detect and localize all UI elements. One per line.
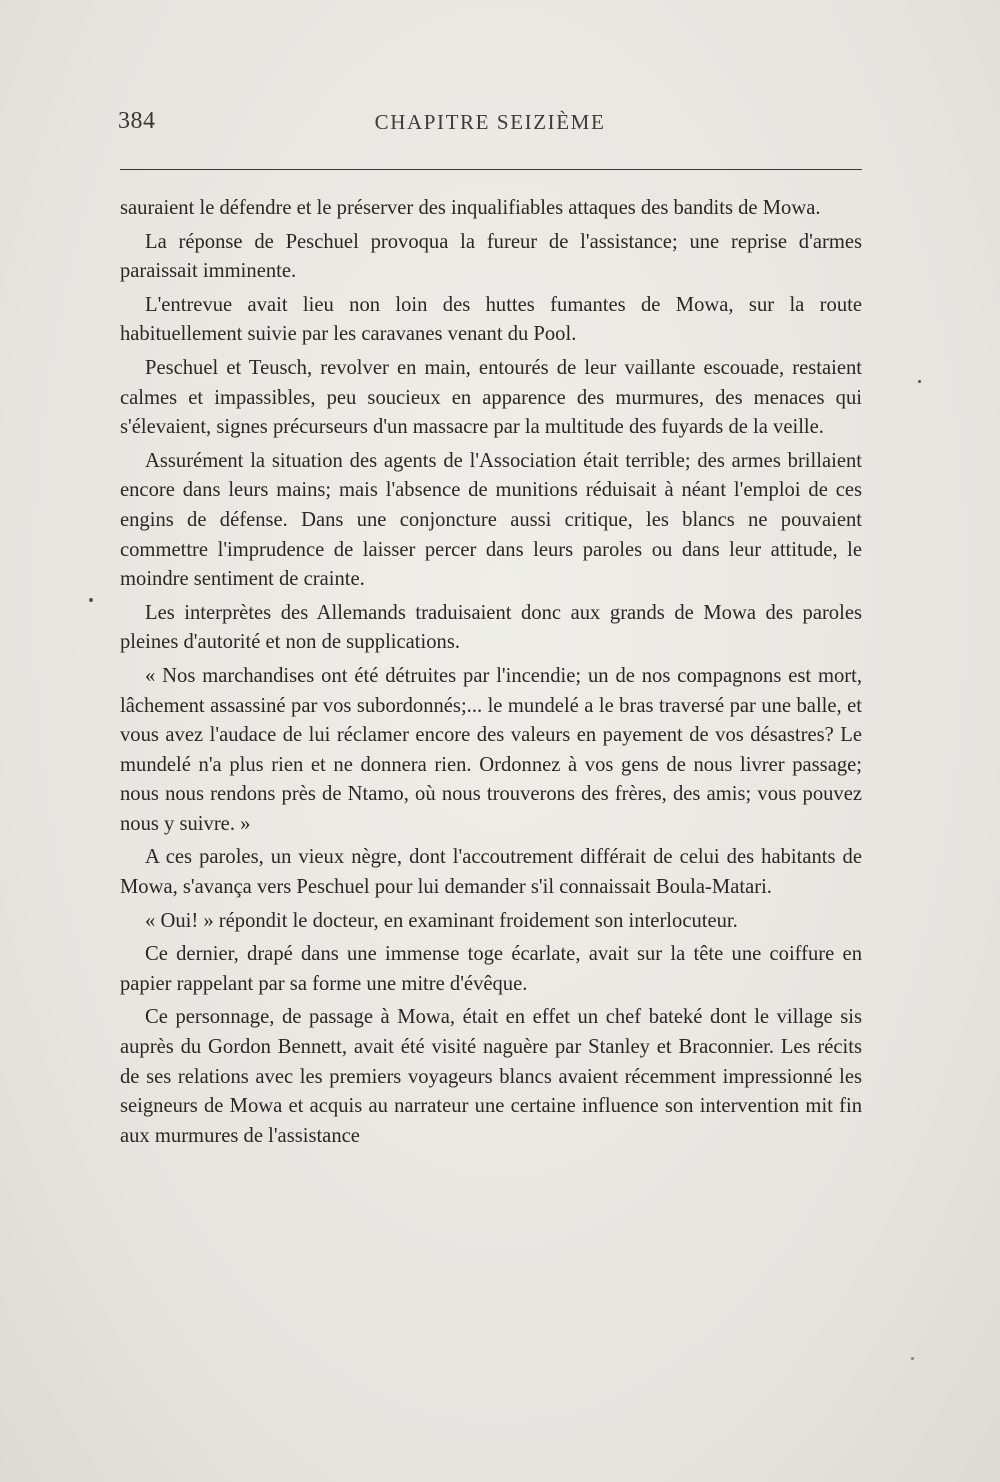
paragraph: sauraient le défendre et le préserver des inqualifiables attaques des bandits de Mowa. [120, 197, 821, 219]
paragraph: Les interprètes des Allemands traduisaient donc aux grands de Mowa des paroles pleines d'autorité et non de supplications. [120, 601, 862, 654]
ink-speck [911, 1357, 914, 1360]
running-head: CHAPITRE SEIZIÈME [374, 110, 606, 134]
ink-speck [89, 598, 93, 602]
paragraph: A ces paroles, un vieux nègre, dont l'accoutrement différait de celui des habitants de Mowa, s'avança vers Peschuel pour lui demander s'il connaissait Boula-Matari. [120, 846, 862, 899]
paragraph: Peschuel et Teusch, revolver en main, entourés de leur vaillante escouade, restaient calmes et impassibles, peu soucieux en apparence des murmures, des menaces qui s'élevaient, signes précurseurs d'un massacre par la multitude des fuyards de la veille. [120, 356, 862, 439]
body-text [120, 194, 862, 1155]
header-rule [120, 169, 862, 170]
page-number: 384 [118, 108, 156, 134]
page-header [118, 108, 862, 148]
paragraph: Ce dernier, drapé dans une immense toge écarlate, avait sur la tête une coiffure en papier rappelant par sa forme une mitre d'évêque. [120, 943, 862, 995]
ink-speck [918, 380, 921, 383]
paragraph: La réponse de Peschuel provoqua la fureur de l'assistance; une reprise d'armes paraissait imminente. [120, 230, 862, 283]
paragraph: L'entrevue avait lieu non loin des huttes fumantes de Mowa, sur la route habituellement suivie par les caravanes venant du Pool. [120, 293, 862, 346]
paragraph: Ce personnage, de passage à Mowa, était en effet un chef bateké dont le village sis auprès du Gordon Bennett, avait été visité naguère par Stanley et Braconnier. Les récits de ses relations avec les premiers voyageurs blancs avaient récemment impressionné les seigneurs de Mowa et acquis au narrateur une certaine influence son intervention mit fin aux murmures de l'assistance [120, 1006, 862, 1147]
paragraph: Assurément la situation des agents de l'Association était terrible; des armes brillaient encore dans leurs mains; mais l'absence de munitions réduisait à néant l'emploi de ces engins de défense. Dans une conjoncture aussi critique, les blancs ne pouvaient commettre l'imprudence de laisser percer dans leurs paroles ou dans leur attitude, le moindre sentiment de crainte. [120, 449, 862, 591]
paragraph: « Nos marchandises ont été détruites par l'incendie; un de nos compagnons est mort, lâchement assassiné par vos subordonnés;... le mundelé a le bras traversé par une balle, et vous avez l'audace de lui réclamer encore des valeurs en payement de vos désastres? Le mundelé n'a plus rien et ne donnera rien. Ordonnez à vos gens de nous livrer passage; nous nous rendons près de Ntamo, où nous trouverons des frères, des amis; vous pouvez nous y suivre. » [120, 664, 862, 835]
paragraph: « Oui! » répondit le docteur, en examinant froidement son interlocuteur. [145, 909, 738, 932]
